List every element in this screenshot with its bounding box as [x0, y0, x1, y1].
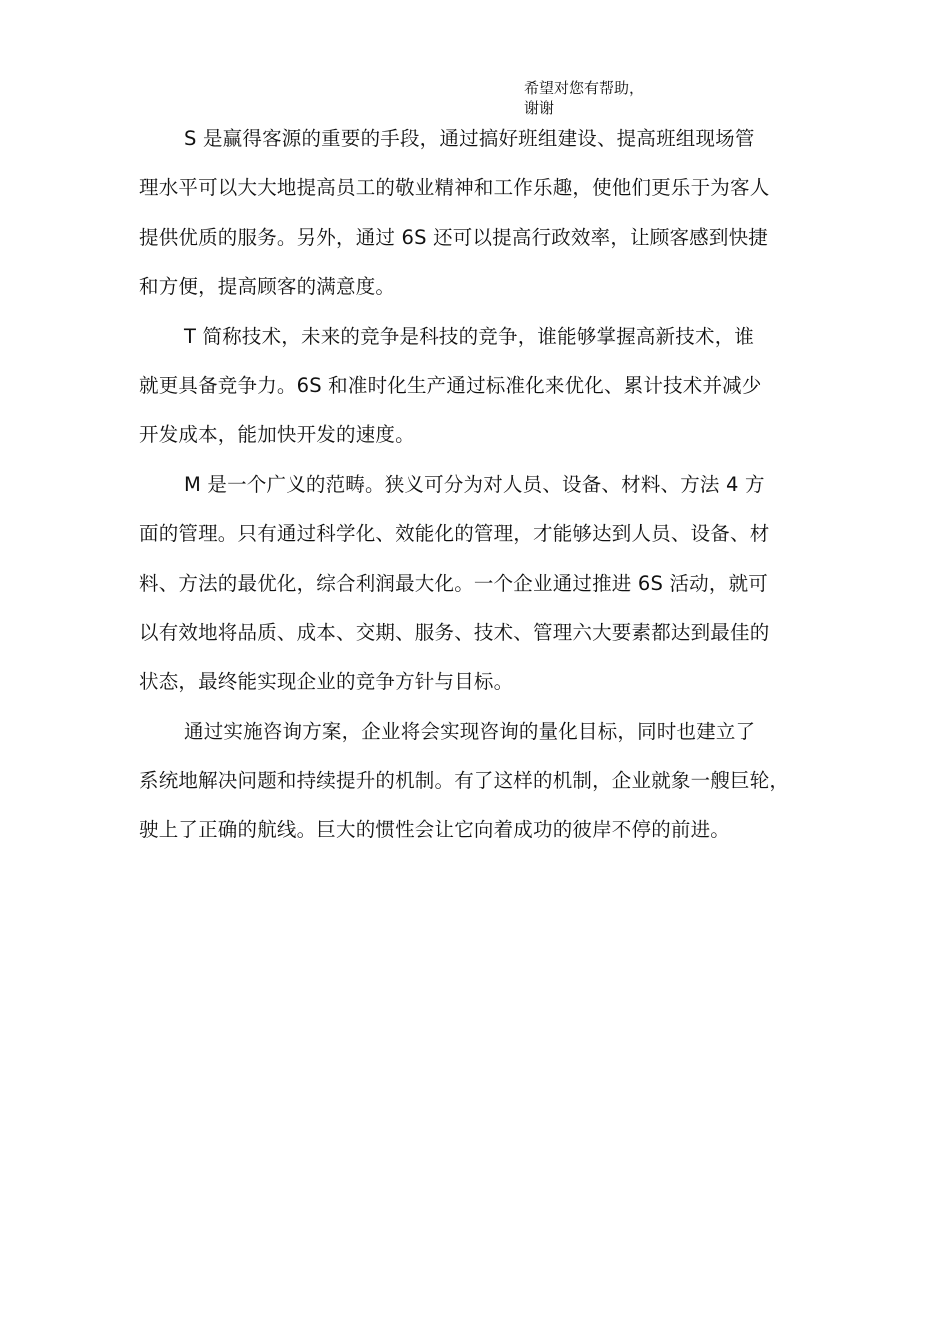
paragraph-line: T 简称技术，未来的竞争是科技的竞争，谁能够掌握高新技术，谁 — [184, 324, 755, 348]
paragraph-line: 驶上了正确的航线。巨大的惯性会让它向着成功的彼岸不停的前进。 — [139, 818, 731, 842]
paragraph-conclusion — [139, 707, 839, 855]
header-note-line-1: 希望对您有帮助， — [524, 79, 645, 97]
body-text — [139, 114, 839, 855]
paragraph-line: 开发成本，能加快开发的速度。 — [139, 423, 415, 447]
paragraph-line: 通过实施咨询方案，企业将会实现咨询的量化目标，同时也建立了 — [184, 719, 756, 743]
header-note — [524, 78, 644, 118]
header-note-line-2: 谢谢 — [524, 99, 555, 117]
paragraph-line: S 是赢得客源的重要的手段，通过搞好班组建设、提高班组现场管 — [184, 127, 755, 150]
paragraph-line: 系统地解决问题和持续提升的机制。有了这样的机制，企业就象一艘巨轮， — [139, 769, 790, 793]
paragraph-line: 以有效地将品质、成本、交期、服务、技术、管理六大要素都达到最佳的 — [139, 620, 770, 644]
paragraph-line: 提供优质的服务。另外，通过 6S 还可以提高行政效率，让顾客感到快捷 — [139, 225, 768, 249]
paragraph-line: 面的管理。只有通过科学化、效能化的管理，才能够达到人员、设备、材 — [139, 522, 770, 546]
paragraph-t — [139, 312, 839, 460]
paragraph-line: 料、方法的最优化，综合利润最大化。一个企业通过推进 6S 活动，就可 — [139, 571, 768, 595]
paragraph-s — [139, 114, 839, 312]
paragraph-line: 状态，最终能实现企业的竞争方针与目标。 — [139, 670, 514, 694]
paragraph-m — [139, 460, 839, 707]
paragraph-line: 理水平可以大大地提高员工的敬业精神和工作乐趣，使他们更乐于为客人 — [139, 176, 770, 200]
paragraph-line: M 是一个广义的范畴。狭义可分为对人员、设备、材料、方法 4 方 — [184, 472, 765, 496]
paragraph-line: 就更具备竞争力。6S 和准时化生产通过标准化来优化、累计技术并减少 — [139, 373, 762, 397]
paragraph-line: 和方便，提高顾客的满意度。 — [139, 275, 396, 299]
